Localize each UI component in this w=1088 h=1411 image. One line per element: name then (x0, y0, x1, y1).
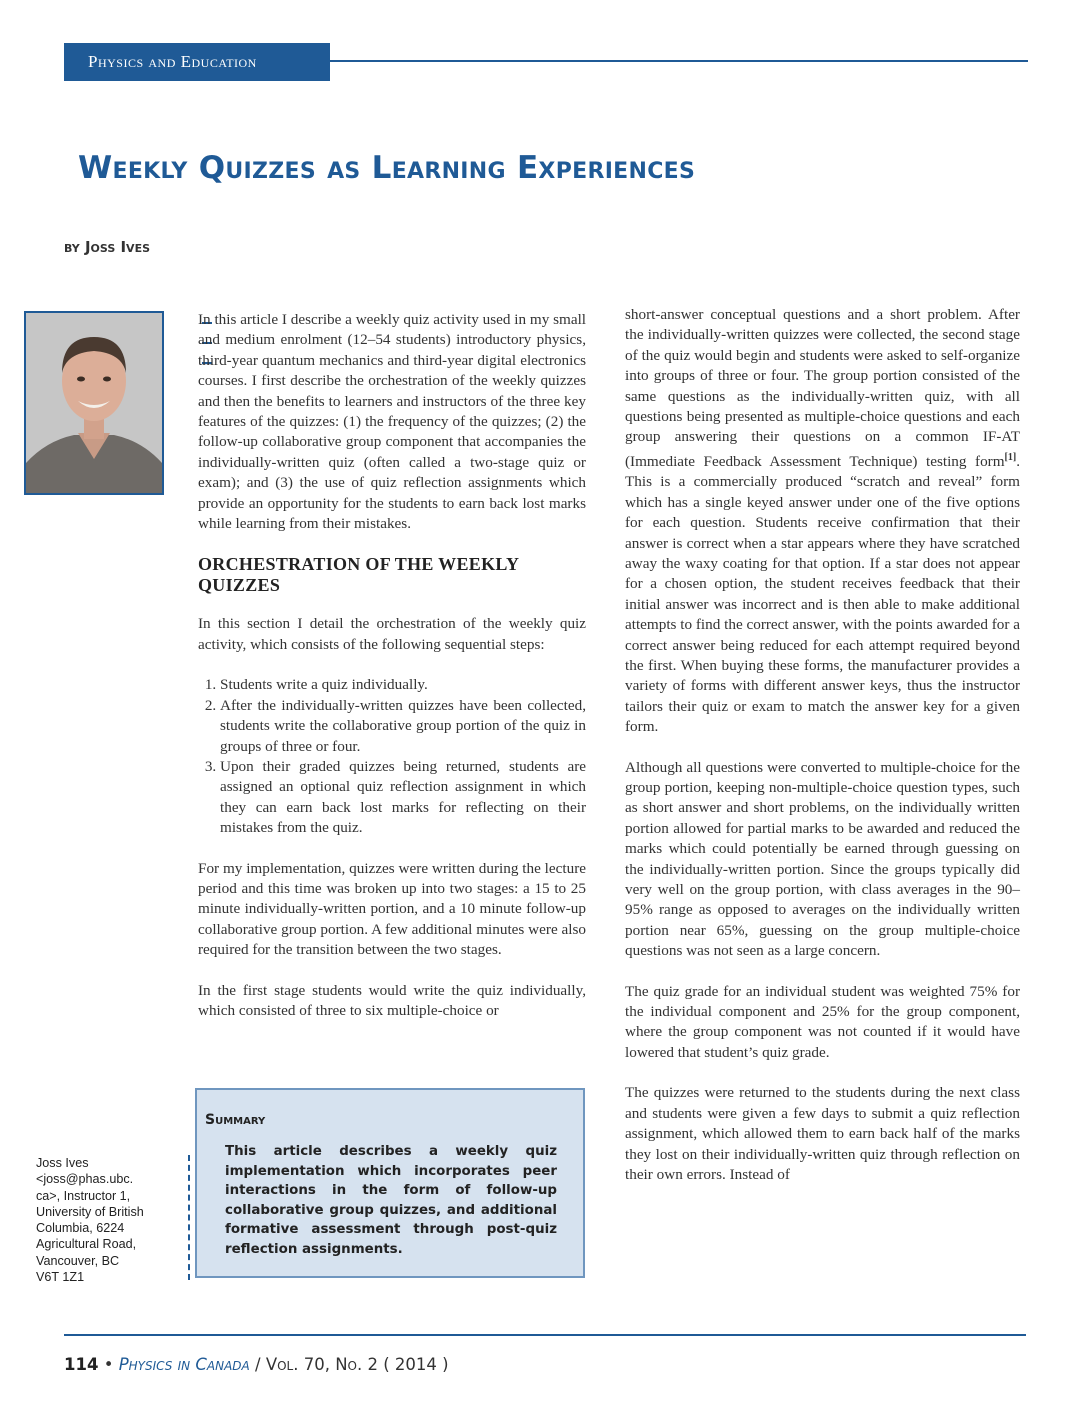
affiliation-rule (188, 1155, 193, 1280)
group-portion-paragraph (625, 305, 1020, 738)
footer-separator: / (255, 1355, 261, 1374)
steps-list (198, 675, 586, 838)
intro-paragraph: In this article I describe a weekly quiz activity used in my small and medium enrolment (12–54 students) introductory physics, third-year quantum mechanics and third-year digital electronics courses. I first describe the orchestration of the weekly quizzes and then the benefits to learners and instructors of the three key features of the quizzes: (1) the frequency of the quizzes; (2) the follow-up collaborative group component that accompanies the individually-written quiz (often called a two-stage quiz or exam); and (3) the use of quiz reflection assignments which provide an opportunity for the students to earn back lost marks while learning from their mistakes. (198, 311, 587, 533)
list-item: 2. After the individually-written quizzes have been collected, students write the collaborative group portion of the quiz in groups of three or four. (220, 696, 586, 757)
summary-box (195, 1088, 585, 1278)
page-number: 114 (64, 1355, 99, 1374)
volume-info: Vol. 70, No. 2 ( 2014 ) (265, 1355, 449, 1374)
journal-name: Physics in Canada (118, 1355, 250, 1374)
section-heading: ORCHESTRATION OF THE WEEKLY QUIZZES (198, 554, 519, 596)
paragraph-text: . This is a commercially produced “scratch and reveal” form which has a single keyed answer under one of the five options for each question. Students receive confirmation that their answer is correct when a star appears where they have scratched away the waxy coating for that option. If a star does not appear for a chosen option, the student receives feedback that their initial answer was incorrect and is then able to make additional attempts to find the correct answer, with the points awarded for a correct answer being reduced for each attempt required beyond the first. When buying these forms, the manufacturer provides a variety of forms with different answer keys, thus the instructor tailors their quiz or exam to match the answer key for a given form. (625, 452, 1020, 736)
orchestration-paragraph: In this section I detail the orchestration of the weekly quiz activity, which consists of the following sequential steps: (198, 615, 586, 653)
left-column (198, 310, 586, 1041)
header-rule (330, 60, 1028, 62)
article-title: Weekly Quizzes as Learning Experiences (78, 150, 696, 186)
summary-text: This article describes a weekly quiz implementation which incorporates peer interactions in the form of follow-up collaborative group quizzes, and additional formative assessment through post-quiz reflection assignments. (225, 1144, 557, 1257)
right-column (625, 305, 1020, 1205)
list-item: 1. Students write a quiz individually. (220, 675, 586, 695)
multiple-choice-paragraph: Although all questions were converted to multiple-choice for the group portion, keeping non-multiple-choice question types, such as short answer and short problems, on the individually written portion allowed for partial marks to be awarded and reduced the marks which could potentially be earned through guessing on the individually-written portion. Since the groups typically did very well on the group portion, with class averages in the 90–95% range as opposed to averages on the individually written portion near 65%, guessing on the group multiple-choice questions was not seen as a large concern. (625, 758, 1020, 960)
footer-bullet: • (103, 1355, 114, 1374)
paragraph-text: short-answer conceptual questions and a short problem. After the individually-written quizzes were collected, the second stage of the quiz would begin and students were asked to self-organize into groups of three or four. The group portion consisted of the same questions as the individually-written quiz, with all questions being presented as multiple-choice questions and each group answering their questions on a common IF-AT (Immediate Feedback Assessment Technique) testing form (625, 306, 1020, 470)
author-affiliation: Joss Ives <joss@phas.ubc. ca>, Instructor 1, University of British Columbia, 6224 Agricultural Road, Vancouver, BC V6T 1Z1 (36, 1156, 144, 1285)
summary-title: Summary (205, 1112, 266, 1128)
section-tag: Physics and Education (64, 43, 330, 81)
author-photo (24, 311, 164, 495)
first-stage-paragraph: In the first stage students would write the quiz individually, which consisted of three to six multiple-choice or (198, 981, 586, 1019)
byline: by Joss Ives (64, 238, 151, 256)
list-item: 3. Upon their graded quizzes being returned, students are assigned an optional quiz reflection assignment in which they can earn back lost marks for reflecting on their mistakes from the quiz. (220, 757, 586, 839)
implementation-paragraph: For my implementation, quizzes were written during the lecture period and this time was broken up into two stages: a 15 to 25 minute individually-written portion, and a 10 minute follow-up collaborative group portion. A few additional minutes were also required for the transition between the two stages. (198, 859, 586, 959)
footer-rule (64, 1334, 1026, 1336)
portrait-image (26, 313, 162, 493)
reference-marker: [1] (1004, 451, 1017, 463)
page-footer (64, 1355, 449, 1374)
reflection-paragraph: The quizzes were returned to the students during the next class and students were given a few days to submit a quiz reflection assignment, which allowed them to earn back half of the marks they lost on their individually-written quiz through reflection on their own errors. Instead of (625, 1084, 1020, 1183)
weighting-paragraph: The quiz grade for an individual student was weighted 75% for the individual component and 25% for the group component, where the group component was not counted if it would have lowered that student’s quiz grade. (625, 982, 1020, 1061)
